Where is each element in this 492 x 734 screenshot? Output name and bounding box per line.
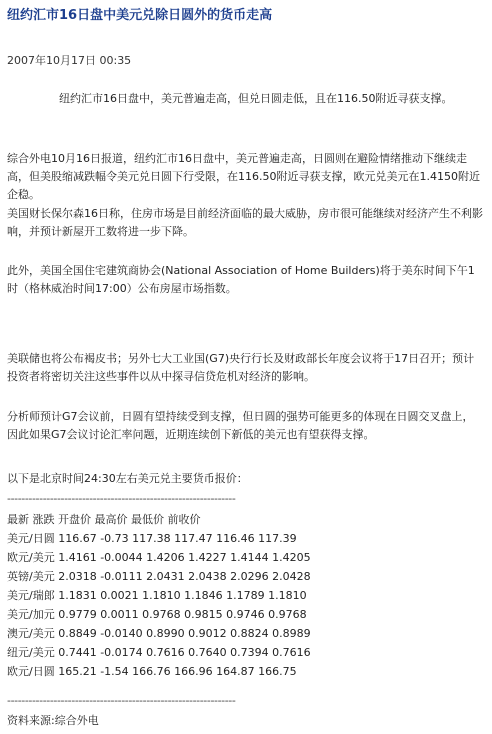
paragraph-lead: 纽约汇市16日盘中，美元普遍走高，但兑日圆走低，且在116.50附近寻获支撑。 [59,92,453,105]
quote-row: 欧元/日圆 165.21 -1.54 166.76 166.96 164.87 166.75 [7,665,297,678]
paragraph: 美联储也将公布褐皮书；另外七大工业国(G7)央行行长及财政部长年度会议将于17日召开；预计投资者将密切关注这些事件以从中探寻信贷危机对经济的影响。 [7,352,475,383]
quote-row: 美元/瑞郎 1.1831 0.0021 1.1810 1.1846 1.1789 1.1810 [7,589,307,602]
paragraph: 综合外电10月16日报道，纽约汇市16日盘中，美元普遍走高，日圆则在避险情绪推动下继续走高，但美股缩减跌幅令美元兑日圆下行受限，在116.50附近寻获支撑，欧元兑美元在1.4150附近企稳。 [7,152,480,201]
quotes-header: 最新 涨跌 开盘价 最高价 最低价 前收价 [7,513,201,526]
quote-row: 欧元/美元 1.4161 -0.0044 1.4206 1.4227 1.4144 1.4205 [7,551,311,564]
quote-row: 美元/日圆 116.67 -0.73 117.38 117.47 116.46 117.39 [7,532,297,545]
paragraph: 分析师预计G7会议前，日圆有望持续受到支撑，但日圆的强势可能更多的体现在日圆交叉盘上，因此如果G7会议讨论汇率问题，近期连续创下新低的美元也有望获得支撑。 [7,410,474,441]
quote-row: 纽元/美元 0.7441 -0.0174 0.7616 0.7640 0.7394 0.7616 [7,646,311,659]
divider-top: ---------------------------------------------------------------- [7,492,236,505]
quote-row: 美元/加元 0.9779 0.0011 0.9768 0.9815 0.9746 0.9768 [7,608,307,621]
paragraph: 此外，美国全国住宅建筑商协会(National Association of Home Builders)将于美东时间下午1时（格林威治时间17:00）公布房屋市场指数。 [7,264,475,295]
article-title: 纽约汇市16日盘中美元兑除日圆外的货币走高 [7,8,273,23]
quote-row: 澳元/美元 0.8849 -0.0140 0.8990 0.9012 0.8824 0.8989 [7,627,311,640]
paragraph: 美国财长保尔森16日称，住房市场是目前经济面临的最大威胁，房市很可能继续对经济产生不利影响，并预计新屋开工数将进一步下降。 [7,207,483,238]
quote-row: 英镑/美元 2.0318 -0.0111 2.0431 2.0438 2.0296 2.0428 [7,570,311,583]
source-note: 资料来源:综合外电 [7,714,99,727]
quotes-intro: 以下是北京时间24:30左右美元兑主要货币报价： [7,472,248,485]
divider-bottom: ---------------------------------------------------------------- [7,694,236,707]
quotes-table [7,510,311,681]
publish-date: 2007年10月17日 00:35 [7,54,132,67]
